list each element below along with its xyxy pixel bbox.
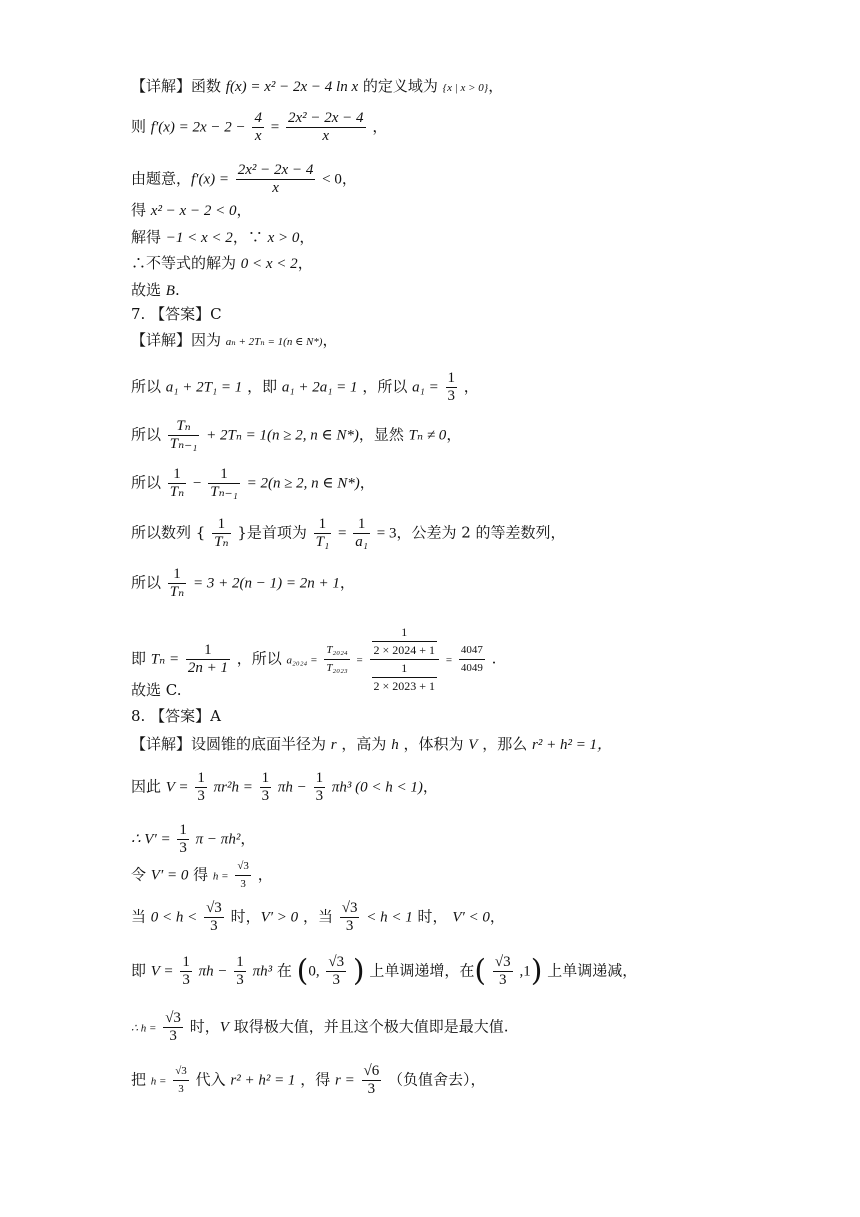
text-fragment: ，	[322, 331, 338, 349]
text-fragment: x² − x − 2 < 0	[150, 203, 237, 219]
line-detail-6	[131, 76, 503, 98]
text-fragment: f(x) = x² − 2x − 4 ln x	[225, 79, 359, 95]
line-recurrence	[131, 418, 461, 453]
text-fragment: 所以	[131, 573, 166, 592]
text-fragment: 3	[447, 388, 455, 404]
fraction	[163, 1010, 183, 1045]
text-fragment: ，	[236, 201, 252, 219]
text-fragment: 在	[272, 961, 292, 980]
line-choose-b	[131, 280, 180, 301]
text-fragment: 令	[131, 865, 151, 884]
line-substitute	[131, 1063, 486, 1098]
text-fragment: ，那么	[482, 735, 532, 753]
text-fragment: 2n + 1	[187, 660, 228, 676]
text-fragment: a₂₀₂₄ =	[286, 654, 318, 667]
text-fragment: Tₙ =	[150, 651, 180, 668]
text-fragment: 1	[357, 516, 366, 532]
text-fragment: 代入	[195, 1070, 231, 1089]
text-fragment: T₁	[315, 534, 330, 550]
text-fragment: πh −	[277, 779, 307, 796]
text-fragment: h =	[212, 870, 229, 883]
text-fragment: √3	[341, 900, 358, 916]
text-fragment: √3	[175, 1065, 187, 1077]
text-fragment: 【详解】设圆锥的底面半径为	[131, 735, 331, 753]
text-fragment: 因此	[131, 777, 166, 796]
text-fragment: ，	[257, 865, 273, 884]
text-fragment: 1	[401, 661, 408, 675]
text-fragment: Tₙ	[169, 484, 185, 500]
line-detail-7	[131, 330, 337, 352]
text-fragment: 1	[173, 466, 181, 482]
text-fragment: 3	[197, 788, 205, 804]
text-fragment: 2x² − 2x − 4	[237, 162, 314, 178]
text-fragment: 2x² − 2x − 4	[287, 110, 364, 126]
text-fragment: ，当	[302, 907, 338, 926]
line-set-zero	[131, 858, 273, 893]
text-fragment: < 0	[322, 171, 342, 188]
fraction	[370, 624, 440, 695]
text-fragment: 3	[163, 1027, 183, 1045]
text-fragment: 是首项为	[246, 523, 312, 542]
text-fragment: 1	[220, 466, 228, 482]
text-fragment: ，显然	[358, 425, 409, 444]
text-fragment: 3	[236, 972, 244, 988]
text-fragment: 取得极大值，并且这个极大值即是最大值.	[233, 1017, 509, 1036]
fraction	[326, 954, 346, 989]
fraction	[168, 466, 186, 501]
text-fragment: 3	[261, 788, 270, 804]
text-fragment: 3	[493, 971, 513, 989]
text-fragment: −1 < x < 2	[165, 230, 233, 246]
text-fragment: ,1	[519, 963, 531, 980]
text-fragment: + 2Tₙ = 1(n ≥ 2, n ∈ N*)	[206, 427, 359, 444]
text-fragment: 1	[236, 954, 244, 970]
fraction	[372, 624, 438, 659]
text-fragment: V =	[165, 779, 189, 796]
text-fragment: π − πh²	[195, 831, 241, 848]
fraction	[168, 418, 200, 453]
text-fragment: ，得	[300, 1070, 335, 1089]
text-fragment: < h < 1	[366, 909, 413, 926]
text-fragment: 1	[182, 954, 190, 970]
fraction	[353, 516, 370, 551]
fraction	[324, 642, 349, 677]
text-fragment: 故选 C.	[131, 681, 182, 699]
text-fragment: ，高为	[341, 735, 392, 753]
text-fragment: ，	[297, 254, 313, 272]
line-solve	[131, 227, 314, 248]
text-fragment: 1	[401, 625, 408, 639]
text-fragment: ∴ V′ =	[131, 831, 171, 848]
text-fragment: 3	[173, 1080, 189, 1098]
fraction	[212, 516, 230, 551]
line-a2024: 即 Tₙ = $\frac{1}{2n + 1}$ ，所以 a₂₀₂₄ = $\frac{\text{T₂₀₂₄}}{\text{T₂₀₂₃}}$ = $\frac{\frac{1}{2 \times 2024 + 1}}{\frac{1}{2 \times 2023 + 1}}$ = $\frac{4047}{4049}$ .	[131, 625, 497, 693]
text-fragment: ，	[463, 377, 479, 396]
text-fragment: 上单调递减，	[547, 961, 638, 980]
text-fragment: πh −	[198, 963, 228, 980]
text-fragment: V =	[150, 963, 174, 980]
text-fragment: r² + h² = 1，	[531, 737, 613, 753]
fraction	[208, 466, 240, 501]
text-fragment: 【详解】	[131, 77, 192, 95]
text-fragment: 时，	[230, 907, 261, 926]
text-fragment: Tₙ	[214, 534, 229, 550]
fraction	[260, 770, 272, 805]
fraction	[372, 660, 438, 695]
text-fragment: 3	[362, 1080, 382, 1098]
text-fragment: x	[236, 179, 316, 197]
text-fragment: ，公差为 2 的等差数列，	[396, 523, 566, 542]
text-fragment: √3	[328, 954, 345, 970]
text-fragment: 的定义域为	[358, 77, 443, 95]
line-choose-c	[131, 680, 181, 700]
text-fragment: ，	[488, 77, 504, 95]
text-fragment: r	[330, 737, 337, 753]
text-fragment: 所以数列	[131, 523, 196, 542]
fraction	[446, 370, 458, 405]
line-v-prime	[131, 822, 255, 857]
text-fragment: T₂₀₂₃	[324, 659, 349, 677]
text-fragment: 把	[131, 1070, 151, 1089]
line-detail-8	[131, 734, 612, 755]
fraction	[204, 900, 224, 935]
line-a1	[131, 370, 479, 405]
text-fragment: πh³	[252, 963, 273, 980]
text-fragment: 0 < x < 2	[240, 256, 298, 272]
text-fragment: x	[252, 127, 264, 145]
text-fragment: ，	[339, 573, 355, 592]
text-fragment: 时，	[412, 907, 448, 926]
text-fragment: 即	[131, 649, 151, 668]
line-get-inequality	[131, 200, 251, 221]
text-fragment: 时，	[189, 1017, 220, 1036]
text-fragment: ，	[422, 777, 438, 796]
text-fragment: 即	[131, 961, 151, 980]
fraction	[180, 954, 192, 989]
text-fragment: 【详解】因为	[131, 331, 226, 349]
text-fragment: （负值舍去），	[388, 1070, 486, 1089]
line-answer-7	[131, 304, 222, 324]
text-fragment: πh³ (0 < h < 1)	[331, 779, 423, 796]
text-fragment: 函数	[191, 77, 226, 95]
text-fragment: = 3 + 2(n − 1) = 2n + 1	[192, 575, 340, 592]
line-answer-8	[131, 706, 221, 726]
text-fragment: x	[286, 127, 366, 145]
text-fragment: 由题意，	[131, 169, 192, 188]
fraction	[314, 516, 332, 551]
text-fragment: ∴不等式的解为	[131, 254, 241, 272]
text-fragment: 1	[318, 516, 327, 532]
text-fragment: Tₙ₋₁	[169, 436, 198, 452]
text-fragment: .	[491, 649, 497, 668]
text-fragment: 故选	[131, 281, 166, 299]
text-fragment: ∴ h =	[131, 1022, 157, 1035]
text-fragment: 1	[315, 770, 324, 786]
fraction	[177, 822, 189, 857]
text-fragment: V	[219, 1019, 229, 1036]
fraction	[493, 954, 513, 989]
text-fragment: x > 0	[267, 230, 300, 246]
text-fragment: aₙ + 2Tₙ = 1(n ∈ N*)	[225, 336, 323, 348]
fraction	[186, 642, 230, 677]
text-fragment: 所以	[131, 425, 166, 444]
text-fragment: = 2(n ≥ 2, n ∈ N*)	[246, 475, 360, 492]
text-fragment: 得	[131, 201, 151, 219]
fraction	[459, 642, 485, 677]
fraction	[235, 858, 251, 893]
line-reciprocal-diff: 所以 $\frac{1}{\text{Tₙ}}$ − $\frac{1}{\text{Tₙ₋₁}}$ = 2(n ≥ 2, n ∈ N*)，	[131, 466, 375, 500]
text-fragment: ，	[489, 907, 505, 926]
text-fragment: 所以	[131, 473, 166, 492]
text-fragment: ，体积为	[403, 735, 469, 753]
text-fragment: 1	[261, 770, 270, 786]
text-fragment: ，	[372, 117, 388, 136]
line-volume	[131, 770, 438, 805]
text-fragment: 1	[173, 566, 181, 582]
text-fragment: √3	[237, 860, 249, 872]
text-fragment: 2 × 2023 + 1	[373, 679, 436, 693]
fraction	[340, 900, 360, 935]
text-fragment: f′(x) = 2x − 2 −	[150, 119, 246, 136]
text-fragment: ，	[240, 829, 256, 848]
text-fragment: 当	[131, 907, 151, 926]
text-fragment: Tₙ	[176, 418, 191, 434]
text-fragment: r =	[335, 1072, 355, 1089]
text-fragment: ，	[359, 473, 375, 492]
text-fragment: ，	[341, 169, 357, 188]
text-fragment: Tₙ	[169, 584, 185, 600]
text-fragment: 3	[204, 917, 224, 935]
text-fragment: .	[174, 281, 180, 299]
fraction	[252, 110, 264, 145]
text-fragment: f′(x) =	[191, 171, 229, 188]
text-fragment: 7. 【答案】C	[131, 305, 222, 323]
text-fragment: 解得	[131, 228, 166, 246]
text-fragment: h	[391, 737, 399, 753]
text-fragment: 3	[340, 917, 360, 935]
text-fragment: 1	[447, 370, 455, 386]
text-fragment: 8. 【答案】A	[131, 707, 221, 725]
text-fragment: = 3	[376, 525, 397, 542]
text-fragment: √3	[165, 1010, 181, 1026]
text-fragment: V	[468, 737, 478, 753]
line-by-condition	[131, 162, 357, 197]
line-monotonic: 即 V = $\frac{1}{3}$ πh − $\frac{1}{3}$ πh³ 在 (0, $\frac{√3}{3}$ ) 上单调递增，在( $\frac{√3}{3}$ ,1) 上单调递减，	[131, 953, 638, 989]
text-fragment: h =	[150, 1075, 167, 1088]
text-fragment: V′ = 0	[150, 867, 189, 884]
text-fragment: ，∵	[232, 228, 268, 246]
text-fragment: a₁ + 2T₁ = 1	[165, 379, 243, 396]
text-fragment: 3	[179, 840, 187, 856]
text-fragment: 得	[193, 865, 213, 884]
text-fragment: ，	[299, 228, 315, 246]
text-fragment: 3	[235, 875, 251, 893]
text-fragment: ，	[446, 425, 462, 444]
line-max-value	[131, 1010, 508, 1045]
text-fragment: 1	[179, 822, 187, 838]
fraction	[234, 954, 246, 989]
line-arith-seq: 所以数列 { $\frac{1}{\text{Tₙ}}$ }是首项为 $\frac{1}{\text{T₁}}$ = $\frac{1}{\text{a₁}}$ = 3，公差为 2 的等差数列，	[131, 516, 566, 550]
fraction	[195, 770, 207, 805]
text-fragment: 3	[315, 788, 324, 804]
fraction	[236, 162, 316, 197]
text-fragment: ，所以	[236, 649, 287, 668]
text-fragment: a₁ + 2a₁ = 1	[281, 379, 358, 396]
text-fragment: V′ < 0	[452, 909, 490, 926]
text-fragment: 0,	[308, 963, 320, 980]
text-fragment: 2 × 2024 + 1	[373, 643, 436, 657]
text-fragment: 3	[182, 972, 190, 988]
text-fragment: V′ > 0	[260, 909, 299, 926]
line-sign-analysis	[131, 900, 505, 935]
text-fragment: √6	[363, 1063, 380, 1079]
text-fragment: 4	[254, 110, 262, 126]
text-fragment: 上单调递增，在	[369, 961, 475, 980]
text-fragment: B	[165, 283, 175, 299]
text-fragment: 1	[217, 516, 226, 532]
text-fragment: Tₙ ≠ 0	[408, 427, 447, 444]
text-fragment: Tₙ₋₁	[210, 484, 238, 500]
line-solution-set	[131, 253, 313, 274]
line-general-term	[131, 566, 355, 601]
text-fragment: {x | x > 0}	[442, 82, 489, 94]
text-fragment: 0 < h <	[150, 909, 198, 926]
text-fragment: a₁ =	[412, 379, 439, 396]
text-fragment: 所以	[131, 377, 166, 396]
text-fragment: ，所以	[362, 377, 413, 396]
text-fragment: 则	[131, 117, 151, 136]
fraction	[362, 1063, 382, 1098]
text-fragment: 4047	[460, 644, 483, 656]
line-derivative: 则 f′(x) = 2x − 2 − $\frac{4}{x}$ = $\frac{\text{2x² − 2x − 4}}{x}$ ，	[131, 110, 388, 144]
fraction	[314, 770, 326, 805]
fraction	[173, 1063, 189, 1098]
text-fragment: πr²h =	[213, 779, 253, 796]
text-fragment: 4049	[459, 659, 485, 677]
text-fragment: 1	[204, 642, 212, 658]
fraction	[168, 566, 186, 601]
text-fragment: ，即	[247, 377, 282, 396]
text-fragment: T₂₀₂₄	[326, 644, 348, 656]
fraction	[286, 110, 366, 145]
text-fragment: r² + h² = 1	[230, 1072, 296, 1089]
text-fragment: a₁	[355, 534, 368, 550]
text-fragment: √3	[206, 900, 222, 916]
text-fragment: 1	[197, 770, 205, 786]
text-fragment: √3	[494, 954, 511, 970]
text-fragment: 3	[326, 971, 346, 989]
